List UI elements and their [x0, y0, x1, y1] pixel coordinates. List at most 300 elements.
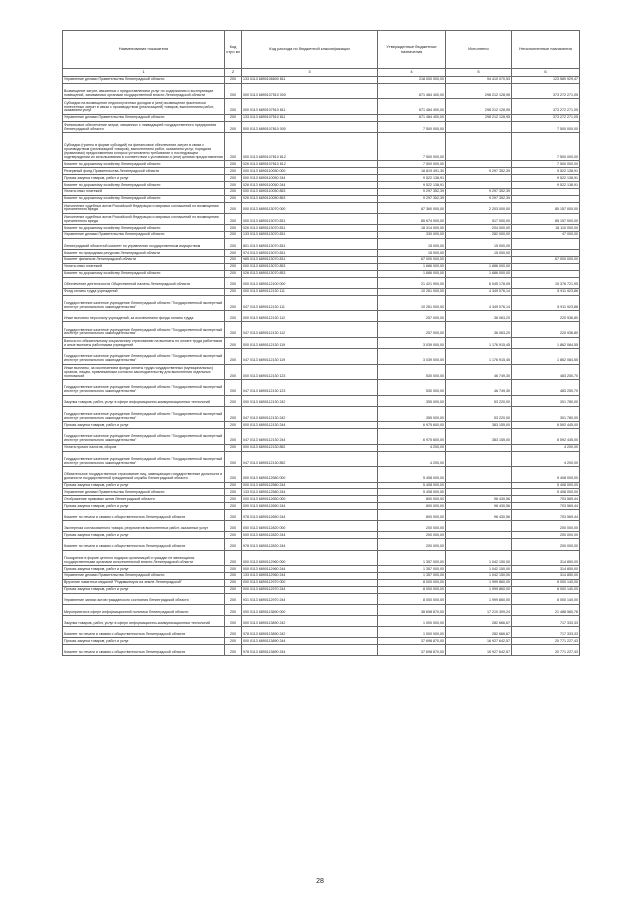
row-classification-code: 000 0113 6890112130 119 — [242, 337, 378, 348]
row-unexecuted-amount: 9 522 138,91 — [512, 175, 580, 182]
row-executed-amount — [446, 539, 512, 550]
row-executed-amount — [446, 532, 512, 539]
row-unexecuted-amount: 67 000 000,00 — [512, 256, 580, 263]
row-approved-amount: 87 360 000,00 — [378, 202, 446, 213]
row-unexecuted-amount — [512, 188, 580, 195]
row-unexecuted-amount: 483 250,70 — [512, 364, 580, 380]
row-unexecuted-amount: 6 000 140,00 — [512, 593, 580, 604]
table-row — [63, 645, 580, 656]
row-unexecuted-amount: 717 333,33 — [512, 615, 580, 626]
row-executed-amount: 1 042 150,00 — [446, 572, 512, 579]
row-classification-code: 026 0113 6890113070 853 — [242, 270, 378, 277]
row-name: Уплата иных платежей — [63, 188, 225, 195]
row-name: Управление делами Правительства Ленинградской области — [63, 77, 225, 84]
row-name: Уплата прочих налогов, сборов — [63, 444, 225, 451]
row-line-code: 200 — [225, 572, 242, 579]
row-executed-amount: 36 063,20 — [446, 311, 512, 322]
row-executed-amount: 94 410 070,53 — [446, 77, 512, 84]
row-unexecuted-amount: 47 000,00 — [512, 231, 580, 238]
row-unexecuted-amount — [512, 250, 580, 257]
row-approved-amount: 355 000,00 — [378, 395, 446, 406]
table-row — [63, 99, 580, 115]
table-row — [63, 168, 580, 175]
row-line-code: 200 — [225, 593, 242, 604]
row-line-code: 200 — [225, 114, 242, 121]
row-unexecuted-amount: 200 000,00 — [512, 539, 580, 550]
row-line-code: 200 — [225, 182, 242, 189]
table-row — [63, 638, 580, 645]
row-executed-amount: 282 000,00 — [446, 231, 512, 238]
row-unexecuted-amount: 314 850,00 — [512, 550, 580, 566]
row-unexecuted-amount: 5 911 923,86 — [512, 288, 580, 295]
row-classification-code: 000 0113 6890113070 831 — [242, 213, 378, 224]
table-row — [63, 225, 580, 232]
column-number: 3 — [242, 69, 378, 77]
row-executed-amount: 298 212 128,95 — [446, 114, 512, 121]
row-name: Государственное казенное учреждение Ленинградской области "Государственный экспертный институт регионального законодательства" — [63, 295, 225, 311]
row-name: Мероприятия в сфере информационной политики Ленинградской области — [63, 604, 225, 615]
row-classification-code: 000 0113 6890112130 111 — [242, 288, 378, 295]
table-row — [63, 593, 580, 604]
table-row — [63, 586, 580, 593]
row-line-code: 200 — [225, 202, 242, 213]
row-unexecuted-amount: 5 408 000,00 — [512, 467, 580, 483]
row-approved-amount: 9 297 352,39 — [378, 188, 446, 195]
row-line-code: 200 — [225, 467, 242, 483]
row-name: Вручение памятных медалей "Родившемуся на земле Ленинградской" — [63, 579, 225, 586]
row-unexecuted-amount: 7 500 000,00 — [512, 132, 580, 160]
row-executed-amount: 16 927 642,57 — [446, 645, 512, 656]
column-number-row — [63, 69, 580, 77]
row-unexecuted-amount: 20 771 227,43 — [512, 645, 580, 656]
row-line-code: 200 — [225, 521, 242, 532]
row-classification-code: 000 0113 6890107510 811 — [242, 99, 378, 115]
table-row — [63, 364, 580, 380]
row-unexecuted-amount: 4 200,00 — [512, 444, 580, 451]
row-line-code: 200 — [225, 532, 242, 539]
table-row — [63, 489, 580, 496]
table-row — [63, 295, 580, 311]
row-name: Резервный фонд Правительства Ленинградской области — [63, 168, 225, 175]
table-row — [63, 406, 580, 422]
row-unexecuted-amount — [512, 238, 580, 249]
table-row — [63, 77, 580, 84]
row-line-code: 200 — [225, 627, 242, 638]
row-executed-amount — [446, 521, 512, 532]
row-approved-amount: 37 698 870,00 — [378, 638, 446, 645]
row-line-code: 200 — [225, 132, 242, 160]
table-row — [63, 627, 580, 638]
row-executed-amount: 96 430,56 — [446, 503, 512, 510]
row-executed-amount: 15 000,00 — [446, 238, 512, 249]
row-classification-code: 978 0113 6890113890 244 — [242, 645, 378, 656]
table-row — [63, 496, 580, 503]
column-number: 6 — [512, 69, 580, 77]
row-unexecuted-amount: 200 000,00 — [512, 521, 580, 532]
row-executed-amount: 1 176 915,45 — [446, 337, 512, 348]
row-line-code: 200 — [225, 451, 242, 467]
row-executed-amount: 9 297 352,39 — [446, 168, 512, 175]
row-classification-code: 047 0113 6890112130 852 — [242, 451, 378, 467]
table-row — [63, 83, 580, 99]
row-unexecuted-amount: 7 500 000,00 — [512, 161, 580, 168]
row-executed-amount — [446, 121, 512, 132]
table-row — [63, 132, 580, 160]
row-classification-code: 000 0113 6890112820 000 — [242, 521, 378, 532]
row-name: Исполнение судебных актов Российской Федерации и мировых соглашений по возмещению причиненного вреда — [63, 202, 225, 213]
table-row — [63, 572, 580, 579]
row-name: Государственное казенное учреждение Ленинградской области "Государственный экспертный институт регионального законодательства" — [63, 451, 225, 467]
row-approved-amount: 8 000 000,00 — [378, 579, 446, 586]
row-line-code: 200 — [225, 168, 242, 175]
table-row — [63, 121, 580, 132]
row-unexecuted-amount: 6 000 140,00 — [512, 586, 580, 593]
row-classification-code: 026 0113 6890107810 812 — [242, 161, 378, 168]
row-line-code: 200 — [225, 604, 242, 615]
row-approved-amount: 3 039 000,00 — [378, 337, 446, 348]
row-classification-code: 000 0113 6890112650 000 — [242, 496, 378, 503]
row-classification-code: 000 0113 6890112130 123 — [242, 364, 378, 380]
row-unexecuted-amount: 373 272 271,05 — [512, 99, 580, 115]
row-executed-amount: 204 000,00 — [446, 225, 512, 232]
table-row — [63, 213, 580, 224]
row-approved-amount: 1 357 000,00 — [378, 572, 446, 579]
header-line-code: Код стро ки — [225, 31, 242, 69]
row-classification-code: 985 0113 6890113070 831 — [242, 256, 378, 263]
row-line-code: 200 — [225, 213, 242, 224]
row-executed-amount — [446, 482, 512, 489]
row-line-code: 200 — [225, 295, 242, 311]
row-approved-amount: 9 522 138,91 — [378, 175, 446, 182]
row-classification-code: 000 0113 6890113070 853 — [242, 263, 378, 270]
row-line-code: 200 — [225, 503, 242, 510]
row-unexecuted-amount: 314 850,00 — [512, 566, 580, 573]
row-classification-code: 000 0113 6890112130 242 — [242, 395, 378, 406]
row-executed-amount: 383 155,00 — [446, 429, 512, 445]
row-executed-amount: 1 686 000,00 — [446, 270, 512, 277]
row-classification-code: 000 0113 6890112580 244 — [242, 482, 378, 489]
table-row — [63, 422, 580, 429]
row-name: Комитет по дорожному хозяйству Ленинградской области — [63, 225, 225, 232]
row-classification-code: 000 0113 6890113890 242 — [242, 615, 378, 626]
row-approved-amount: 10 261 000,00 — [378, 288, 446, 295]
row-executed-amount: 1 042 150,00 — [446, 550, 512, 566]
table-row — [63, 182, 580, 189]
table-header-row — [63, 31, 580, 69]
row-classification-code: 000 0113 6890112580 000 — [242, 467, 378, 483]
row-approved-amount: 7 500 000,00 — [378, 121, 446, 132]
row-approved-amount: 671 484 400,00 — [378, 99, 446, 115]
row-line-code: 200 — [225, 395, 242, 406]
header-approved: Утвержденные бюджетные назначения — [378, 31, 446, 69]
row-line-code: 200 — [225, 263, 242, 270]
row-line-code: 200 — [225, 195, 242, 202]
table-row — [63, 566, 580, 573]
row-approved-amount: 21 421 900,00 — [378, 277, 446, 288]
row-line-code: 200 — [225, 225, 242, 232]
table-row — [63, 579, 580, 586]
row-executed-amount: 17 210 309,24 — [446, 604, 512, 615]
row-unexecuted-amount: 5 408 000,00 — [512, 489, 580, 496]
row-approved-amount: 10 261 000,00 — [378, 295, 446, 311]
table-row — [63, 250, 580, 257]
row-approved-amount: 5 408 000,00 — [378, 482, 446, 489]
row-executed-amount: 282 666,67 — [446, 627, 512, 638]
row-classification-code: 000 0113 6890112650 244 — [242, 503, 378, 510]
row-line-code: 200 — [225, 311, 242, 322]
row-name: Комитет финансов Ленинградской области — [63, 256, 225, 263]
row-name: Государственное казенное учреждение Ленинградской области "Государственный экспертный институт регионального законодательства" — [63, 349, 225, 365]
row-unexecuted-amount: 301 780,00 — [512, 406, 580, 422]
row-executed-amount: 9 297 352,39 — [446, 188, 512, 195]
row-executed-amount: 96 430,56 — [446, 496, 512, 503]
row-classification-code: 000 0113 6890107810 812 — [242, 132, 378, 160]
row-name: Комитет по дорожному хозяйству Ленинградской области — [63, 182, 225, 189]
row-approved-amount: 5 408 000,00 — [378, 489, 446, 496]
row-line-code: 200 — [225, 510, 242, 521]
row-line-code: 200 — [225, 406, 242, 422]
row-approved-amount: 6 975 600,00 — [378, 429, 446, 445]
row-approved-amount: 85 674 000,00 — [378, 213, 446, 224]
row-unexecuted-amount: 7 500 000,00 — [512, 121, 580, 132]
row-approved-amount: 1 357 000,00 — [378, 550, 446, 566]
row-line-code: 200 — [225, 277, 242, 288]
row-name: Управление делами Правительства Ленинградской области — [63, 114, 225, 121]
row-name: Уплата иных платежей — [63, 263, 225, 270]
row-unexecuted-amount: 9 522 138,91 — [512, 168, 580, 175]
row-name: Взносы по обязательному социальному страхованию на выплаты по оплате труда работников и иные выплаты работникам учреждений — [63, 337, 225, 348]
row-name: Исполнение судебных актов Российской Федерации и мировых соглашений по возмещению причиненного вреда — [63, 213, 225, 224]
row-unexecuted-amount: 123 589 929,47 — [512, 77, 580, 84]
column-number: 2 — [225, 69, 242, 77]
row-classification-code: 000 0113 6890110050 244 — [242, 175, 378, 182]
row-executed-amount — [446, 132, 512, 160]
row-approved-amount: 6 975 600,00 — [378, 422, 446, 429]
row-classification-code: 026 0113 6890113070 831 — [242, 225, 378, 232]
row-unexecuted-amount: 15 376 721,95 — [512, 277, 580, 288]
row-executed-amount: 383 155,00 — [446, 422, 512, 429]
row-executed-amount: 16 927 642,57 — [446, 638, 512, 645]
table-row — [63, 161, 580, 168]
row-name: Прочая закупка товаров, работ и услуг — [63, 175, 225, 182]
row-executed-amount: 9 297 352,39 — [446, 195, 512, 202]
row-name: Комитет по дорожному хозяйству Ленинградской области — [63, 195, 225, 202]
row-executed-amount: 6 045 178,05 — [446, 277, 512, 288]
row-classification-code: 801 0113 6890113070 831 — [242, 238, 378, 249]
row-executed-amount: 46 749,30 — [446, 380, 512, 396]
row-name: Иные выплаты персоналу учреждений, за исключением фонда оплаты труда — [63, 311, 225, 322]
row-approved-amount: 200 000,00 — [378, 532, 446, 539]
row-approved-amount: 7 500 000,00 — [378, 132, 446, 160]
row-unexecuted-amount: 9 522 138,91 — [512, 182, 580, 189]
row-executed-amount: 1 999 860,00 — [446, 586, 512, 593]
row-approved-amount: 5 408 000,00 — [378, 467, 446, 483]
row-name: Финансовое обеспечение затрат, связанных с ликвидацией государственного предприятия Ленинградской области — [63, 121, 225, 132]
row-executed-amount — [446, 451, 512, 467]
row-unexecuted-amount: 200 000,00 — [512, 532, 580, 539]
row-unexecuted-amount: 4 200,00 — [512, 451, 580, 467]
table-row — [63, 451, 580, 467]
table-row — [63, 114, 580, 121]
row-name: Прочая закупка товаров, работ и услуг — [63, 503, 225, 510]
row-executed-amount: 298 212 128,95 — [446, 83, 512, 99]
row-classification-code: 000 0113 6890113890 000 — [242, 604, 378, 615]
column-number: 1 — [63, 69, 225, 77]
row-classification-code: 978 0113 6890113890 242 — [242, 627, 378, 638]
row-classification-code: 000 0113 6890112820 244 — [242, 532, 378, 539]
row-line-code: 200 — [225, 99, 242, 115]
row-approved-amount: 257 000,00 — [378, 311, 446, 322]
row-name: Комитет по дорожному хозяйству Ленинградской области — [63, 161, 225, 168]
row-line-code: 200 — [225, 539, 242, 550]
row-executed-amount: 53 220,00 — [446, 406, 512, 422]
row-name: Комитет по печати и связям с общественностью Ленинградской области — [63, 539, 225, 550]
row-approved-amount: 38 698 870,00 — [378, 604, 446, 615]
table-row — [63, 231, 580, 238]
table-row — [63, 175, 580, 182]
row-name: Иные выплаты, за исключением фонда оплаты труда государственных (муниципальных) органов, лицам, привлекаемым согласно законодательству для выполнения отдельных полномочий — [63, 364, 225, 380]
row-line-code: 200 — [225, 270, 242, 277]
row-approved-amount: 4 200,00 — [378, 451, 446, 467]
row-unexecuted-amount: 373 272 271,05 — [512, 83, 580, 99]
table-row — [63, 288, 580, 295]
row-approved-amount: 8 000 000,00 — [378, 593, 446, 604]
row-classification-code: 000 0113 6890112970 244 — [242, 586, 378, 593]
row-line-code: 200 — [225, 638, 242, 645]
row-executed-amount: 2 203 000,00 — [446, 202, 512, 213]
row-classification-code: 047 0113 6890112130 112 — [242, 322, 378, 338]
row-executed-amount — [446, 489, 512, 496]
row-name: Комитет по печати и связям с общественностью Ленинградской области — [63, 645, 225, 656]
row-line-code: 200 — [225, 256, 242, 263]
row-executed-amount: 1 686 000,00 — [446, 263, 512, 270]
row-approved-amount: 800 000,00 — [378, 496, 446, 503]
row-approved-amount: 67 000 000,00 — [378, 256, 446, 263]
row-executed-amount — [446, 175, 512, 182]
row-unexecuted-amount: 5 408 000,00 — [512, 482, 580, 489]
row-unexecuted-amount: 1 862 084,55 — [512, 337, 580, 348]
row-unexecuted-amount: 1 862 084,55 — [512, 349, 580, 365]
row-name: Поощрение в форме ценного подарка организаций и граждан не являющихся государственными органами исполнительной власти Ленинградской области — [63, 550, 225, 566]
row-name: Прочая закупка товаров, работ и услуг — [63, 586, 225, 593]
row-approved-amount: 9 297 352,39 — [378, 195, 446, 202]
row-approved-amount: 800 000,00 — [378, 510, 446, 521]
row-approved-amount: 15 000,00 — [378, 238, 446, 249]
table-row — [63, 349, 580, 365]
row-name: Управление записи актов гражданского состояния Ленинградской области — [63, 593, 225, 604]
row-classification-code: 000 0113 6890107510 000 — [242, 83, 378, 99]
row-classification-code: 000 0113 6890112970 000 — [242, 579, 378, 586]
row-approved-amount: 800 000,00 — [378, 503, 446, 510]
row-approved-amount: 200 000,00 — [378, 539, 446, 550]
row-name: Прочая закупка товаров, работ и услуг — [63, 482, 225, 489]
row-unexecuted-amount: 6 000 140,00 — [512, 579, 580, 586]
table-row — [63, 429, 580, 445]
row-classification-code: 978 0113 6890112820 244 — [242, 539, 378, 550]
row-line-code: 200 — [225, 337, 242, 348]
row-classification-code: 000 0113 6890112100 000 — [242, 277, 378, 288]
row-approved-amount: 218 000 000,00 — [378, 77, 446, 84]
table-row — [63, 444, 580, 451]
row-line-code: 200 — [225, 231, 242, 238]
row-classification-code: 026 0113 6890110050 853 — [242, 195, 378, 202]
row-classification-code: 047 0113 6890112130 119 — [242, 349, 378, 365]
row-name: Государственное казенное учреждение Ленинградской области "Государственный экспертный институт регионального законодательства" — [63, 322, 225, 338]
row-unexecuted-amount: 301 780,00 — [512, 395, 580, 406]
row-line-code: 200 — [225, 422, 242, 429]
row-executed-amount: 4 349 076,14 — [446, 295, 512, 311]
column-number: 4 — [378, 69, 446, 77]
row-line-code: 200 — [225, 566, 242, 573]
row-line-code: 200 — [225, 364, 242, 380]
row-executed-amount — [446, 256, 512, 263]
row-executed-amount — [446, 444, 512, 451]
row-classification-code: 133 0113 6890112580 244 — [242, 489, 378, 496]
row-executed-amount: 36 063,20 — [446, 322, 512, 338]
row-name: Обеспечение деятельности Общественной палаты Ленинградской области — [63, 277, 225, 288]
row-unexecuted-amount: 20 771 227,43 — [512, 638, 580, 645]
row-unexecuted-amount: 85 157 000,00 — [512, 202, 580, 213]
row-name: Государственное казенное учреждение Ленинградской области "Государственный экспертный институт регионального законодательства" — [63, 406, 225, 422]
header-budget-classification: Код расхода по бюджетной классификации — [242, 31, 378, 69]
row-classification-code: 974 0113 6890113070 831 — [242, 250, 378, 257]
row-executed-amount: 53 220,00 — [446, 395, 512, 406]
row-executed-amount: 1 999 860,00 — [446, 593, 512, 604]
row-name: Комитет по печати и связям с общественностью Ленинградской области — [63, 510, 225, 521]
table-row — [63, 510, 580, 521]
row-name: Ленинградский областной комитет по управлению государственным имуществом — [63, 238, 225, 249]
row-name: Комитет по природным ресурсам Ленинградской области — [63, 250, 225, 257]
row-line-code: 200 — [225, 161, 242, 168]
row-classification-code: 000 0113 6890112960 000 — [242, 550, 378, 566]
row-line-code: 200 — [225, 380, 242, 396]
row-classification-code: 931 0113 6890112970 244 — [242, 593, 378, 604]
row-approved-amount: 4 200,00 — [378, 444, 446, 451]
row-approved-amount: 9 522 138,91 — [378, 182, 446, 189]
row-name: Возмещение затрат, связанных с предоставлением услуг по содержанию и эксплуатации помещений, занимаемых органами государственной власти Ленинградской области — [63, 83, 225, 99]
row-unexecuted-amount: 314 850,00 — [512, 572, 580, 579]
row-approved-amount: 1 357 000,00 — [378, 566, 446, 573]
row-line-code: 200 — [225, 579, 242, 586]
row-unexecuted-amount: 5 911 923,86 — [512, 295, 580, 311]
row-approved-amount: 1 686 000,00 — [378, 270, 446, 277]
row-classification-code: 133 0113 6890106600 811 — [242, 77, 378, 84]
table-row — [63, 277, 580, 288]
row-line-code: 200 — [225, 550, 242, 566]
table-row — [63, 482, 580, 489]
row-name: Закупка товаров, работ, услуг в сфере информационно-коммуникационных технологий — [63, 615, 225, 626]
row-line-code: 200 — [225, 121, 242, 132]
row-unexecuted-amount: 85 157 000,00 — [512, 213, 580, 224]
row-unexecuted-amount: 18 110 000,00 — [512, 225, 580, 232]
row-executed-amount: 282 666,67 — [446, 615, 512, 626]
row-line-code: 200 — [225, 288, 242, 295]
row-executed-amount: 298 212 128,95 — [446, 99, 512, 115]
row-name: Прочая закупка товаров, работ и услуг — [63, 638, 225, 645]
table-row — [63, 532, 580, 539]
row-name: Отображение правовых актов Ленинградской области — [63, 496, 225, 503]
row-classification-code: 047 0113 6890112130 123 — [242, 380, 378, 396]
header-unexecuted: Неисполненные назначения — [512, 31, 580, 69]
row-classification-code: 000 0113 6890113070 000 — [242, 202, 378, 213]
row-executed-amount: 1 042 150,00 — [446, 566, 512, 573]
row-name: Субсидии на возмещение недополученных доходов и (или) возмещение фактически понесенных затрат в связи с производством (реализацией) товаров, выполнением работ, оказанием услуг — [63, 99, 225, 115]
table-row — [63, 195, 580, 202]
table-row — [63, 615, 580, 626]
row-approved-amount: 1 000 000,00 — [378, 615, 446, 626]
row-line-code: 200 — [225, 429, 242, 445]
row-approved-amount: 37 698 870,00 — [378, 645, 446, 656]
